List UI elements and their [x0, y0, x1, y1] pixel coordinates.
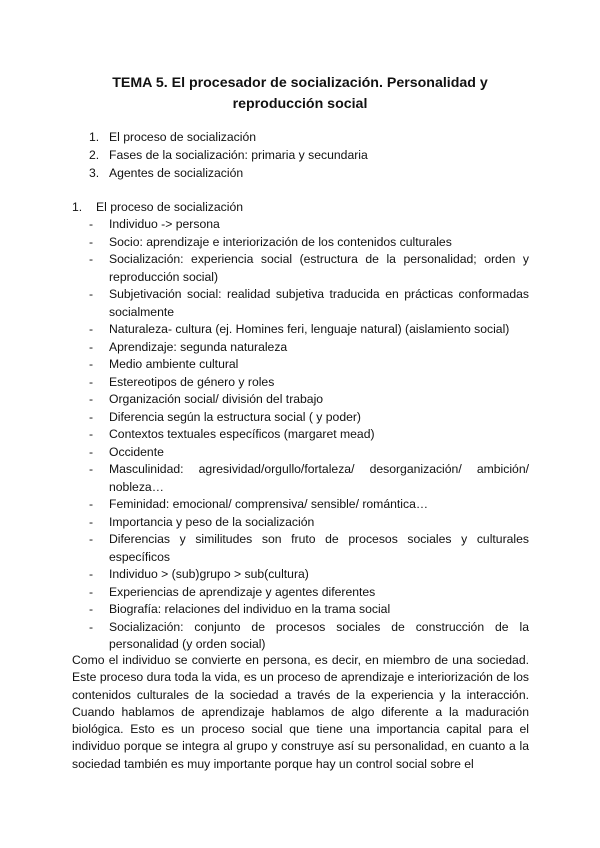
toc-item-number: 2. [89, 148, 100, 162]
bullet-item: - Naturaleza- cultura (ej. Homines feri, lenguaje natural) (aislamiento social) [89, 321, 529, 339]
bullet-item: - Masculinidad: agresividad/orgullo/fortaleza/ desorganización/ ambición/ nobleza… [89, 461, 529, 496]
bullet-item: - Subjetivación social: realidad subjetiva traducida en prácticas conformadas socialmente [89, 286, 529, 321]
toc-item-number: 3. [89, 166, 100, 180]
bullet-item: - Organización social/ división del trabajo [89, 391, 529, 409]
bullet-item: - Socialización: conjunto de procesos sociales de construcción de la personalidad (y orden social) [89, 619, 529, 654]
bullet-item: - Biografía: relaciones del individuo en la trama social [89, 601, 529, 619]
bullet-item: - Experiencias de aprendizaje y agentes diferentes [89, 584, 529, 602]
bullet-item: - Individuo -> persona [89, 216, 529, 234]
bullet-item: - Importancia y peso de la socialización [89, 514, 529, 532]
bullet-item: - Contextos textuales específicos (margaret mead) [89, 426, 529, 444]
bullet-item: - Medio ambiente cultural [89, 356, 529, 374]
title-line-1: TEMA 5. El procesador de socialización. Personalidad y [112, 75, 488, 91]
bullet-item: - Socio: aprendizaje e interiorización de los contenidos culturales [89, 234, 529, 252]
bullet-item: - Feminidad: emocional/ comprensiva/ sensible/ romántica… [89, 496, 529, 514]
bullet-item: - Diferencias y similitudes son fruto de procesos sociales y culturales específicos [89, 531, 529, 566]
toc-item-number: 1. [89, 130, 100, 144]
bullet-item: - Individuo > (sub)grupo > sub(cultura) [89, 566, 529, 584]
bullet-item: - Socialización: experiencia social (estructura de la personalidad; orden y reproducción social) [89, 251, 529, 286]
table-of-contents [89, 128, 368, 182]
toc-item-label: Fases de la socialización: primaria y secundaria [109, 148, 368, 162]
bullet-list [89, 216, 529, 654]
toc-item [89, 164, 368, 182]
bullet-item: - Occidente [89, 444, 529, 462]
toc-item [89, 146, 368, 164]
page-title [60, 73, 540, 115]
toc-item-label: El proceso de socialización [109, 130, 257, 144]
toc-item [89, 128, 368, 146]
body-paragraph: Como el individuo se convierte en persona, es decir, en miembro de una sociedad. Este proceso dura toda la vida, es un proceso de aprendizaje e interiorización de los contenidos culturales de la sociedad a través de la experiencia y la interacción. Cuando hablamos de aprendizaje hablamos de algo diferente a la maduración biológica. Esto es un proceso social que tiene una importancia capital para el individuo porque se integra al grupo y construye así su personalidad, en cuanto a la sociedad también es muy importante porque hay un control social sobre el [72, 653, 529, 771]
section-number: 1. [72, 200, 83, 214]
toc-item-label: Agentes de socialización [109, 166, 244, 180]
section-heading [72, 198, 243, 216]
title-line-2: reproducción social [232, 96, 368, 112]
bullet-item: - Diferencia según la estructura social ( y poder) [89, 409, 529, 427]
section-title: El proceso de socialización [96, 200, 244, 214]
bullet-item: - Estereotipos de género y roles [89, 374, 529, 392]
bullet-item: - Aprendizaje: segunda naturaleza [89, 339, 529, 357]
